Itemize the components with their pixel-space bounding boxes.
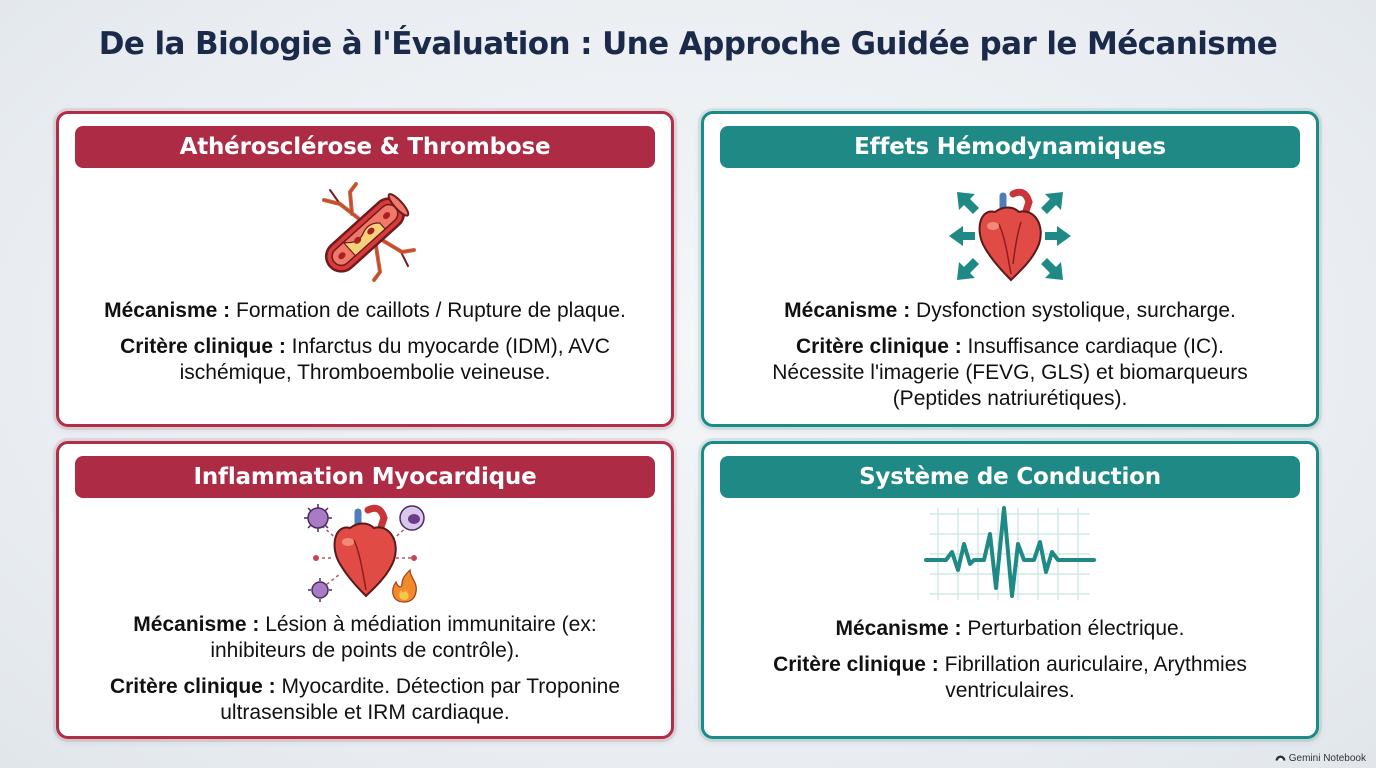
card-description xyxy=(716,616,1304,714)
card-conduction xyxy=(701,441,1319,739)
card-header: Effets Hémodynamiques xyxy=(720,126,1300,168)
card-description xyxy=(716,298,1304,422)
card-description xyxy=(71,612,659,736)
mechanism-line: Mécanisme : Dysfonction systolique, surcharge. xyxy=(784,299,1236,322)
mechanism-line: Mécanisme : Perturbation électrique. xyxy=(835,617,1185,640)
card-inflammation xyxy=(56,441,674,739)
card-description xyxy=(71,298,659,396)
criterion-line: Critère clinique : Insuffisance cardiaque (IC). Nécessite l'imagerie (FEVG, GLS) et biomarqueurs (Peptides natriurétiques). xyxy=(772,335,1248,410)
card-hemodynamic xyxy=(701,111,1319,427)
card-header: Système de Conduction xyxy=(720,456,1300,498)
card-atherosclerosis xyxy=(56,111,674,427)
mechanism-line: Mécanisme : Formation de caillots / Rupture de plaque. xyxy=(104,299,626,322)
card-header: Athérosclérose & Thrombose xyxy=(75,126,655,168)
heart-pressure-arrows-icon xyxy=(945,184,1075,293)
blood-vessel-clot-icon xyxy=(310,180,420,289)
inflamed-heart-immune-cells-icon xyxy=(300,502,430,611)
criterion-line: Critère clinique : Infarctus du myocarde (IDM), AVC ischémique, Thromboembolie veineuse. xyxy=(120,335,610,384)
card-header: Inflammation Myocardique xyxy=(75,456,655,498)
page-title: De la Biologie à l'Évaluation : Une Approche Guidée par le Mécanisme xyxy=(98,26,1278,62)
watermark xyxy=(1275,753,1366,764)
criterion-line: Critère clinique : Fibrillation auriculaire, Arythmies ventriculaires. xyxy=(773,653,1247,702)
ecg-waveform-icon xyxy=(924,504,1096,609)
mechanism-line: Mécanisme : Lésion à médiation immunitaire (ex: inhibiteurs de points de contrôle). xyxy=(133,613,597,662)
notebook-logo-icon xyxy=(1275,753,1286,764)
watermark-text: Gemini Notebook xyxy=(1288,753,1366,764)
criterion-line: Critère clinique : Myocardite. Détection par Troponine ultrasensible et IRM cardiaque. xyxy=(109,675,621,724)
